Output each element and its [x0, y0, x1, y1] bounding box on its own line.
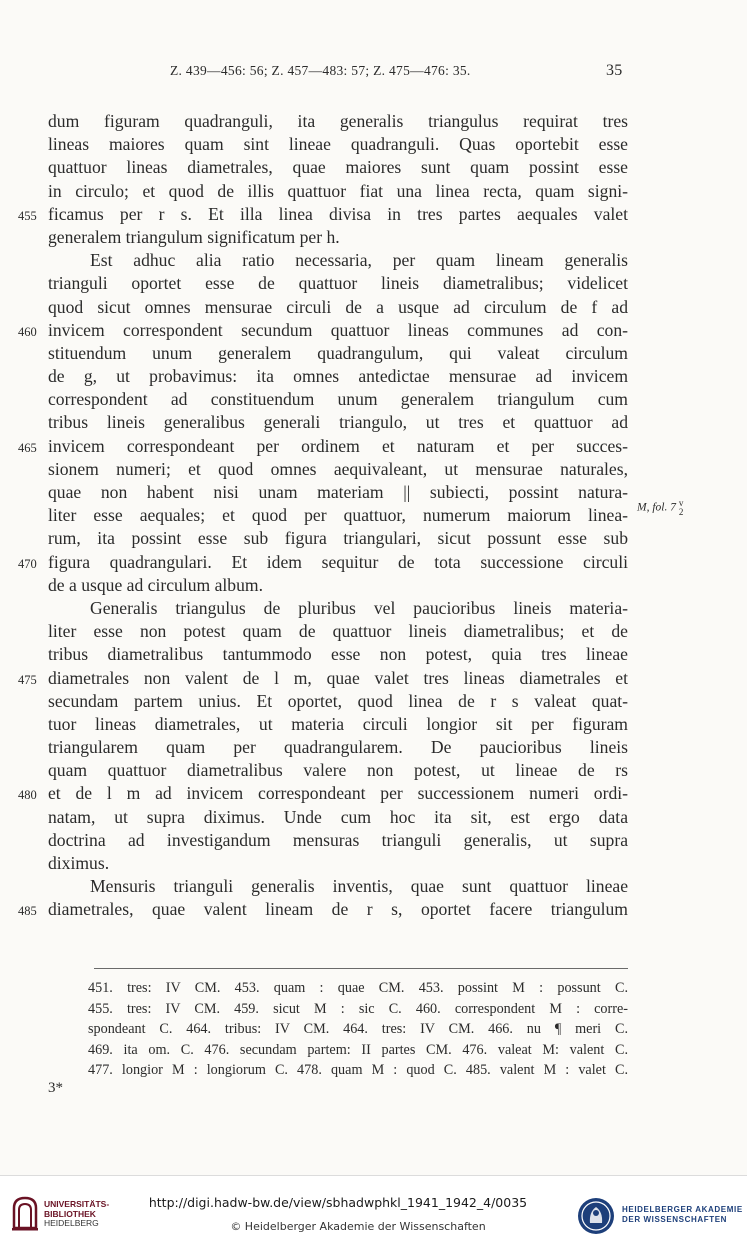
line-text: lineas maiores quam sint lineae quadranguli. Quas oportebit esse: [48, 134, 628, 155]
page-number: 35: [606, 62, 623, 79]
line-text: de g, ut probavimus: ita omnes antedictae mensurae ad invicem: [48, 366, 628, 387]
line-number: 475: [18, 672, 37, 687]
margin-note-folio: fol. 7: [652, 501, 676, 514]
fraction-numerator: v: [678, 498, 684, 508]
text-line: [48, 180, 628, 203]
line-text: natam, ut supra diximus. Unde cum hoc ita sit, est ergo data: [48, 806, 628, 827]
text-line: [48, 643, 628, 666]
line-text: correspondent ad constituendum unum generalem triangulum cum: [48, 389, 628, 410]
text-line: [48, 365, 628, 388]
footnote-divider: [94, 968, 628, 969]
footnote-line: 477. longior M : longiorum C. 478. quam M : quod C. 485. valent M : valet C.: [88, 1062, 628, 1079]
text-line: [48, 713, 628, 736]
line-text: triangularem quam per quadrangularem. De paucioribus lineis: [48, 737, 628, 758]
line-text: doctrina ad investigandum mensuras trianguli generalis, ut supra: [48, 829, 628, 850]
line-references: Z. 439—456: 56; Z. 457—483: 57; Z. 475—476: 35.: [170, 63, 471, 78]
line-text: quattuor lineas diametrales, quae maiores sunt quam possint esse: [48, 157, 628, 178]
signature-mark: 3*: [48, 1080, 63, 1096]
line-text: de a usque ad circulum album.: [48, 574, 263, 595]
hak-line-2: DER WISSENSCHAFTEN: [622, 1215, 728, 1224]
line-text: in circulo; et quod de illis quattuor fiat una linea recta, quam signi-: [48, 180, 628, 201]
text-line: [48, 156, 628, 179]
text-line: [48, 411, 628, 434]
line-text: Mensuris trianguli generalis inventis, quae sunt quattuor lineae: [90, 876, 628, 897]
text-line: [48, 388, 628, 411]
ub-line-1: UNIVERSITÄTS-: [44, 1199, 110, 1209]
text-line: [48, 133, 628, 156]
line-text: sionem numeri; et quod omnes aequivaleant, ut mensurae naturales,: [48, 458, 628, 479]
text-line: [48, 620, 628, 643]
line-text: quod sicut omnes mensurae circuli de a usque ad circulum de f ad: [48, 296, 628, 317]
line-text: tribus diametralibus tantummodo esse non potest, quia tres lineae: [48, 644, 628, 665]
line-text: invicem correspondeant per ordinem et naturam et per succes-: [48, 435, 628, 456]
text-line: [48, 296, 628, 319]
line-text: invicem correspondent secundum quattuor lineas communes ad con-: [48, 319, 628, 340]
margin-note-prefix: M,: [637, 501, 650, 514]
text-line: [48, 574, 628, 597]
margin-note: [637, 499, 683, 517]
text-line: [48, 226, 628, 249]
text-line: [18, 667, 628, 690]
text-line: [48, 759, 628, 782]
text-line: [48, 458, 628, 481]
line-text: quae non habent nisi unam materiam || subiecti, possint natura-: [48, 482, 628, 502]
line-text: liter esse aequales; et quod per quattuor, numerum maiorum linea-: [48, 505, 628, 526]
footnotes: [88, 978, 628, 1081]
text-line: [48, 527, 628, 550]
text-line: [48, 690, 628, 713]
line-text: tuor lineas diametrales, ut materia circuli longior sit per figuram: [48, 713, 628, 734]
text-line: [48, 110, 628, 133]
line-text: quam quattuor diametralibus valere non potest, ut lineae de rs: [48, 760, 628, 781]
line-text: diametrales, quae valent lineam de r s, oportet facere triangulum: [48, 899, 628, 920]
line-number: 455: [18, 208, 37, 223]
line-number: 460: [18, 324, 37, 339]
text-line: [48, 249, 628, 272]
line-text: ficamus per r s. Et illa linea divisa in tres partes aequales valet: [48, 203, 628, 224]
line-text: generalem triangulum significatum per h.: [48, 226, 340, 247]
line-text: rum, ita possint esse sub figura triangulari, sicut possunt esse sub: [48, 528, 628, 549]
text-line: [48, 736, 628, 759]
permalink-url[interactable]: http://digi.hadw-bw.de/view/sbhadwphkl_1941_1942_4/0035: [148, 1195, 528, 1210]
line-text: Generalis triangulus de pluribus vel paucioribus lineis materia-: [90, 597, 628, 618]
line-text: diximus.: [48, 853, 110, 873]
viewer-footer: [0, 1175, 747, 1243]
hak-line-1: HEIDELBERGER AKADEMIE: [622, 1205, 743, 1214]
line-number: 465: [18, 440, 37, 455]
footnote-line: 455. tres: IV CM. 459. sicut M : sic C. 460. correspondent M : corre-: [88, 1000, 628, 1017]
line-text: figura quadrangulari. Et idem sequitur de tota successione circuli: [48, 551, 628, 572]
line-number: 485: [18, 904, 37, 919]
main-text: [18, 110, 628, 922]
text-line: [48, 272, 628, 295]
line-text: et de l m ad invicem correspondeant per successionem numeri ordi-: [48, 783, 628, 804]
text-line: [48, 875, 628, 898]
text-line: [48, 504, 628, 527]
text-line: [18, 782, 628, 805]
text-line: [48, 852, 628, 875]
footnote-line: 469. ita om. C. 476. secundam partem: II partes CM. 476. valeat M: valent C.: [88, 1041, 628, 1058]
line-text: tribus lineis generalibus generali triangulo, ut tres et quattuor ad: [48, 412, 628, 433]
text-line: [18, 319, 628, 342]
text-line: [18, 898, 628, 921]
line-number: 470: [18, 556, 37, 571]
line-number: 480: [18, 788, 37, 803]
university-library-logo-icon[interactable]: [10, 1194, 40, 1232]
line-text: liter esse non potest quam de quattuor lineis diametralibus; et de: [48, 621, 628, 642]
footnote-line: 451. tres: IV CM. 453. quam : quae CM. 453. possint M : possunt C.: [88, 980, 628, 996]
text-line: [48, 481, 628, 504]
ub-line-3: HEIDELBERG: [44, 1218, 99, 1228]
footnote-line: spondeant C. 464. tribus: IV CM. 464. tres: IV CM. 466. nu ¶ meri C.: [88, 1021, 628, 1038]
text-line: [18, 203, 628, 226]
text-line: [48, 342, 628, 365]
text-line: [48, 829, 628, 852]
text-line: [48, 597, 628, 620]
text-line: [18, 551, 628, 574]
academy-seal-icon[interactable]: [576, 1196, 616, 1236]
line-text: dum figuram quadranguli, ita generalis triangulus requirat tres: [48, 111, 628, 131]
academy-name: [622, 1205, 743, 1225]
fraction-denominator: 2: [678, 507, 684, 517]
text-line: [48, 806, 628, 829]
copyright-notice: © Heidelberger Akademie der Wissenschaften: [230, 1220, 486, 1233]
line-text: Est adhuc alia ratio necessaria, per quam lineam generalis: [90, 250, 628, 271]
line-text: stituendum unum generalem quadrangulum, qui valeat circulum: [48, 342, 628, 363]
ub-line-2: BIBLIOTHEK: [44, 1208, 96, 1219]
line-text: diametrales non valent de l m, quae valet tres lineas diametrales et: [48, 667, 628, 688]
line-text: secundam partem unius. Et oportet, quod linea de r s valeat quat-: [48, 690, 628, 711]
line-text: trianguli oportet esse de quattuor lineis diametralibus; videlicet: [48, 273, 628, 294]
text-line: [18, 435, 628, 458]
university-library-name: [44, 1200, 109, 1229]
margin-note-fraction: [679, 499, 684, 517]
